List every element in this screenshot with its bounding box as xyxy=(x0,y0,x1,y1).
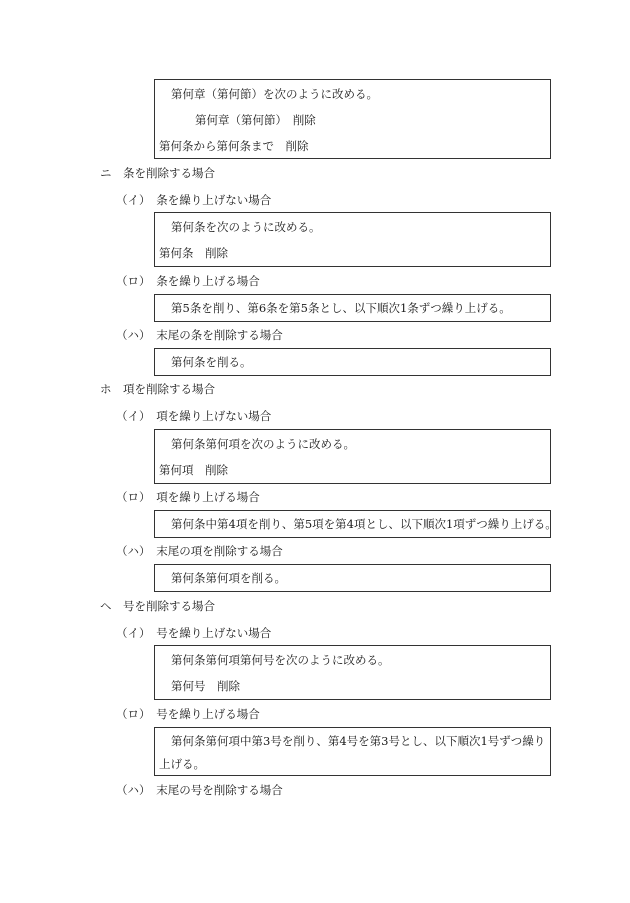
example-box xyxy=(154,294,551,322)
subsection-label: （ロ） 条を繰り上げる場合 xyxy=(116,274,260,288)
box-line: 第何条から第何条まで 削除 xyxy=(159,139,309,153)
subsection-label: （イ） 条を繰り上げない場合 xyxy=(116,193,272,207)
example-box xyxy=(154,212,551,267)
box-line: 第何号 削除 xyxy=(171,679,240,693)
subsection-label: （ハ） 末尾の号を削除する場合 xyxy=(116,783,283,797)
subsection-label: （イ） 項を繰り上げない場合 xyxy=(116,409,272,423)
box-line: 第何章（第何節） 削除 xyxy=(195,113,316,127)
example-box xyxy=(154,564,551,592)
example-box-chapter xyxy=(154,79,551,159)
example-box xyxy=(154,645,551,700)
example-box xyxy=(154,429,551,484)
subsection-label: （ハ） 末尾の項を削除する場合 xyxy=(116,544,283,558)
section-heading-ni: ニ 条を削除する場合 xyxy=(100,166,215,180)
box-line: 第何項 削除 xyxy=(159,463,228,477)
box-line: 上げる。 xyxy=(159,757,205,771)
box-line: 第何条 削除 xyxy=(159,246,228,260)
box-line: 第何条中第4項を削り、第5項を第4項とし、以下順次1項ずつ繰り上げる。 xyxy=(171,517,557,531)
box-line: 第何章（第何節）を次のように改める。 xyxy=(171,87,378,101)
example-box xyxy=(154,348,551,376)
box-line: 第何条第何項を次のように改める。 xyxy=(171,437,355,451)
box-line: 第何条を次のように改める。 xyxy=(171,220,321,234)
box-line: 第何条を削る。 xyxy=(171,355,252,369)
subsection-label: （ロ） 号を繰り上げる場合 xyxy=(116,707,260,721)
box-line: 第5条を削り、第6条を第5条とし、以下順次1条ずつ繰り上げる。 xyxy=(171,301,511,315)
example-box xyxy=(154,510,557,538)
subsection-label: （ロ） 項を繰り上げる場合 xyxy=(116,490,260,504)
box-line: 第何条第何項を削る。 xyxy=(171,571,286,585)
example-box xyxy=(154,727,551,776)
box-line: 第何条第何項中第3号を削り、第4号を第3号とし、以下順次1号ずつ繰り xyxy=(171,734,546,748)
section-heading-ho: ホ 項を削除する場合 xyxy=(100,382,215,396)
section-heading-he: ヘ 号を削除する場合 xyxy=(100,599,215,613)
subsection-label: （イ） 号を繰り上げない場合 xyxy=(116,626,272,640)
box-line: 第何条第何項第何号を次のように改める。 xyxy=(171,653,390,667)
subsection-label: （ハ） 末尾の条を削除する場合 xyxy=(116,328,283,342)
